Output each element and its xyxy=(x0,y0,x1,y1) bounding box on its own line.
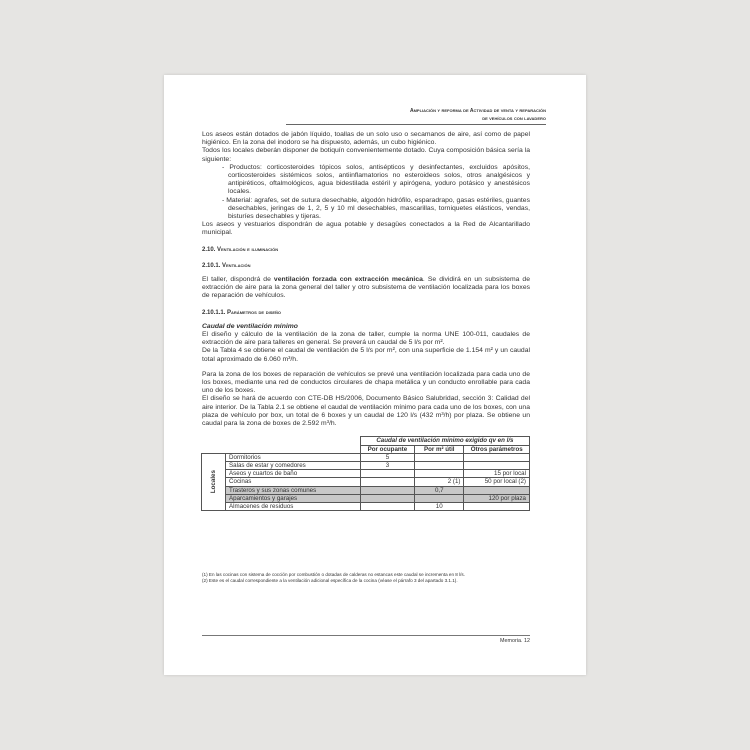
table-row xyxy=(202,486,530,494)
table-row xyxy=(202,502,530,510)
running-header xyxy=(286,107,546,125)
row-label: Trasteros y sus zonas comunes xyxy=(226,486,361,494)
list-item: - Material: agrafes, set de sutura desechable, algodón hidrófilo, esparadrapo, gasas estériles, guantes desechables, jeringas de 1, 2, 5 y 10 ml desechables, mascarillas, torniquetes elásticos, vendas, bisturíes desechables y tijeras. xyxy=(222,196,530,221)
column-header: Otros parámetros xyxy=(464,445,530,453)
subsubsection-heading: 2.10.1.1. Parámetros de diseño xyxy=(202,309,282,316)
column-header: Por m² útil xyxy=(415,445,464,453)
table-title: Caudal de ventilación mínimo exigido qv en l/s xyxy=(360,437,529,445)
cell-value: 0,7 xyxy=(415,486,464,494)
paragraph: Los aseos están dotados de jabón líquido, toallas de un solo uso o secamanos de aire, así como de papel higiénico. En la zona del inodoro se ha dispuesto, además, un cubo higiénico. xyxy=(202,131,530,147)
page-footer xyxy=(202,635,530,644)
table-blank-cell xyxy=(226,437,361,445)
cell-value xyxy=(360,470,414,478)
italic-subheading: Caudal de ventilación mínimo xyxy=(202,322,298,330)
cell-value xyxy=(360,478,414,486)
cell-value xyxy=(360,502,414,510)
table-blank-cell xyxy=(226,445,361,453)
table-blank-cell xyxy=(202,437,226,445)
page-content xyxy=(202,131,530,511)
header-line-1: Ampliación y reforma de Actividad de venta y reparación xyxy=(409,108,546,114)
paragraph: Todos los locales deberán disponer de botiquín convenientemente dotado. Cuya composición básica sería la siguiente: xyxy=(202,147,530,163)
document-page xyxy=(164,75,586,675)
cell-value: 120 por plaza xyxy=(464,494,530,502)
text-run: . Se dividirá en un subsistema de extracción de aire para la zona general del taller y otro subsistema de ventilación localizada para los boxes de reparación de vehículos. xyxy=(202,276,530,300)
cell-value xyxy=(415,470,464,478)
cell-value xyxy=(464,502,530,510)
table-notes xyxy=(202,572,530,583)
row-label: Dormitorios xyxy=(226,453,361,461)
header-line-2: de vehículos con lavadero xyxy=(482,116,546,122)
table-row xyxy=(202,470,530,478)
locales-label: Locales xyxy=(209,470,217,494)
cell-value xyxy=(464,461,530,469)
bold-text: ventilación forzada con extracción mecánica xyxy=(273,276,423,284)
paragraph: Para la zona de los boxes de reparación de vehículos se prevé una ventilación localizada para cada uno de los boxes, mediante una red de conductos circulares de chapa metálica y un conducto enrollable para cada uno de los boxes. xyxy=(202,370,530,395)
list-item: - Productos: corticosteroides tópicos solos, antisépticos y desinfectantes, excluidos apósitos, corticosteroides sistémicos solos, antiinflamatorios no esteroideos solos, otros analgésicos y antipiréticos, oftalmológicos, agua bidestilada estéril y apirógena, yoduro potásico y anestésicos locales. xyxy=(222,163,530,196)
table-row xyxy=(202,461,530,469)
row-label: Salas de estar y comedores xyxy=(226,461,361,469)
subsection-heading: 2.10.1. Ventilación xyxy=(202,262,251,269)
cell-value xyxy=(415,494,464,502)
cell-value xyxy=(464,486,530,494)
ventilation-table xyxy=(201,436,530,511)
paragraph: De la Tabla 4 se obtiene el caudal de ventilación de 5 l/s por m², con una superficie de 1.154 m² y un caudal total aproximado de 6.060 m³/h. xyxy=(202,347,530,363)
cell-value xyxy=(360,494,414,502)
table-blank-cell xyxy=(202,445,226,453)
page-number: 12 xyxy=(524,638,530,644)
row-label: Aseos y cuartos de baño xyxy=(226,470,361,478)
row-label: Almacenes de residuos xyxy=(226,502,361,510)
paragraph xyxy=(202,276,530,301)
paragraph: El diseño y cálculo de la ventilación de la zona de taller, cumple la norma UNE 100-011, caudales de extracción de aire para talleres en general. Se preverá un caudal de 5 l/s por m². xyxy=(202,331,530,347)
table-row xyxy=(202,453,530,461)
footnote: (2) Este es el caudal correspondiente a la ventilación adicional específica de la cocina (véase el párrafo 3 del apartado 3.1.1). xyxy=(202,577,458,583)
column-header: Por ocupante xyxy=(360,445,414,453)
cell-value xyxy=(415,453,464,461)
cell-value: 2 (1) xyxy=(415,478,464,486)
table-row xyxy=(202,478,530,486)
first-aid-list xyxy=(202,164,530,221)
footnote: (1) En las cocinas con sistema de cocción por combustión o dotadas de calderas no estancas este caudal se incrementa en 8 l/s. xyxy=(202,572,466,577)
footer-label: Memoria. xyxy=(500,638,523,644)
paragraph: Los aseos y vestuarios dispondrán de agua potable y desagües conectados a la Red de Alcantarillado municipal. xyxy=(202,221,530,237)
cell-value: 5 xyxy=(360,453,414,461)
row-group-label xyxy=(202,453,226,510)
table-row xyxy=(202,494,530,502)
cell-value: 50 por local (2) xyxy=(464,478,530,486)
cell-value xyxy=(464,453,530,461)
section-heading: 2.10. Ventilación e iluminación xyxy=(202,246,279,253)
cell-value: 15 por local xyxy=(464,470,530,478)
cell-value xyxy=(415,461,464,469)
text-run: El taller, dispondrá de xyxy=(202,276,274,284)
row-label: Aparcamientos y garajes xyxy=(226,494,361,502)
paragraph: El diseño se hará de acuerdo con CTE-DB HS/2006, Documento Básico Salubridad, sección 3: Calidad del aire interior. De la Tabla 2.1 se obtiene el caudal de ventilación mínimo para cada uno de los boxes, con una plaza de vehículo por box, un total de 6 boxes y un caudal de 120 l/s (432 m³/h) por plaza. Se obtiene un caudal para la zona de boxes de 2.592 m³/h. xyxy=(202,395,530,428)
cell-value xyxy=(360,486,414,494)
cell-value: 10 xyxy=(415,502,464,510)
row-label: Cocinas xyxy=(226,478,361,486)
cell-value: 3 xyxy=(360,461,414,469)
